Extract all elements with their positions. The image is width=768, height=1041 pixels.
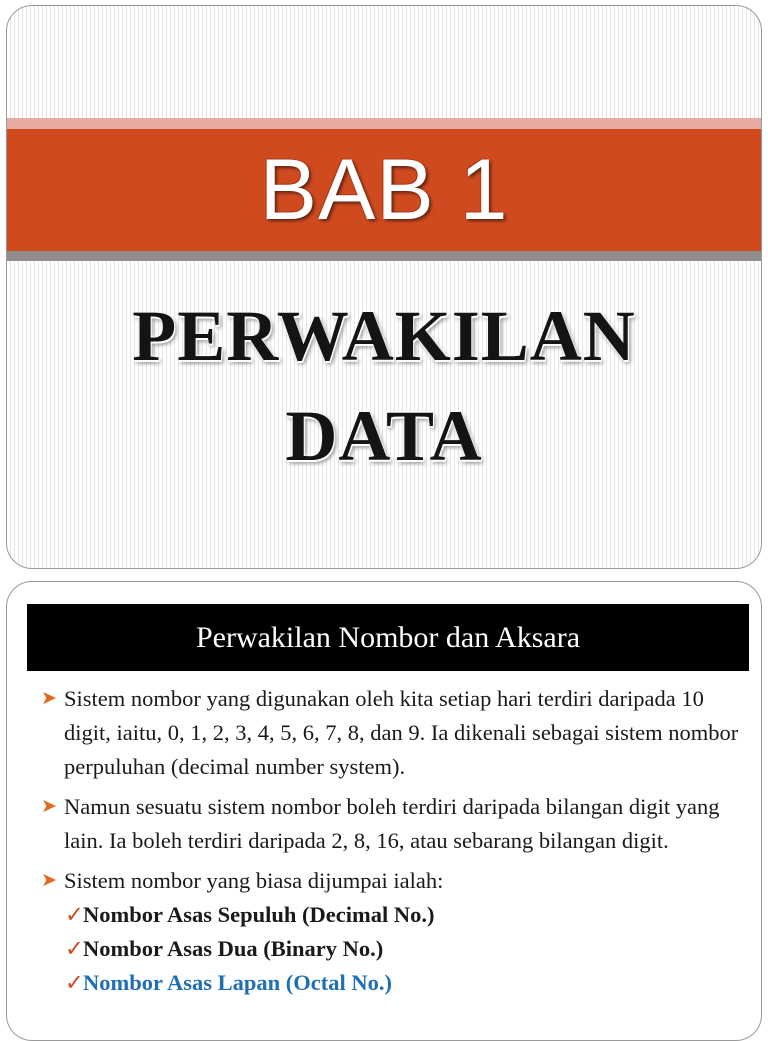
arrow-bullet-icon: ➤ xyxy=(41,688,57,709)
bullet-text: Sistem nombor yang digunakan oleh kita setiap hari terdiri daripada 10 digit, iaitu, 0, 1, 2, 3, 4, 5, 6, 7, 8, dan 9. Ia dikenali sebagai sistem nombor perpuluhan (decimal number system). xyxy=(64,686,739,779)
chapter-title: BAB 1 xyxy=(259,142,509,238)
bullet-item xyxy=(41,790,746,858)
title-slide xyxy=(6,5,762,569)
checkmark-icon: ✓ xyxy=(65,902,84,927)
sub-item xyxy=(65,932,746,966)
title-band xyxy=(7,129,761,251)
slide-subtitle xyxy=(7,286,761,486)
checkmark-icon: ✓ xyxy=(65,936,84,961)
sub-item xyxy=(65,966,746,1000)
bullet-item xyxy=(41,682,746,784)
sub-item xyxy=(65,898,746,932)
slide-body xyxy=(41,682,746,1000)
title-band-bottom-stripe xyxy=(7,251,761,261)
subtitle-line-1: PERWAKILAN xyxy=(132,296,636,376)
sub-item-text: Nombor Asas Lapan (Octal No.) xyxy=(83,970,392,995)
section-header xyxy=(27,604,749,671)
sub-item-text: Nombor Asas Sepuluh (Decimal No.) xyxy=(83,902,435,927)
section-header-title: Perwakilan Nombor dan Aksara xyxy=(195,620,581,654)
subtitle-line-2: DATA xyxy=(285,396,483,476)
content-slide xyxy=(6,581,762,1041)
title-band-top-stripe xyxy=(7,118,761,129)
sub-item-text: Nombor Asas Dua (Binary No.) xyxy=(83,936,384,961)
bullet-item xyxy=(41,864,746,898)
bullet-text: Sistem nombor yang biasa dijumpai ialah: xyxy=(64,868,444,893)
arrow-bullet-icon: ➤ xyxy=(41,796,57,817)
checkmark-icon: ✓ xyxy=(65,970,84,995)
bullet-text: Namun sesuatu sistem nombor boleh terdiri daripada bilangan digit yang lain. Ia boleh terdiri daripada 2, 8, 16, atau sebarang bilangan digit. xyxy=(64,794,720,853)
arrow-bullet-icon: ➤ xyxy=(41,870,57,891)
